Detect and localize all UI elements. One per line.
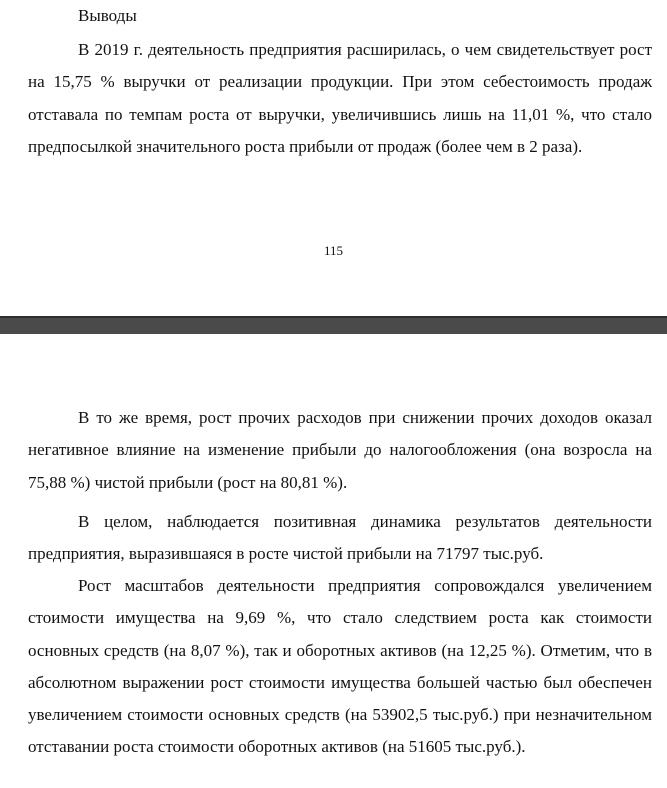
paragraph-other-expenses: В то же время, рост прочих расходов при снижении прочих доходов оказал негативное влияние на изменение прибыли до налогообложения (она возросла на 75,88 %) чистой прибыли (рост на 80,81 %).	[28, 408, 652, 492]
paragraph-assets-growth: Рост масштабов деятельности предприятия сопровождался увеличением стоимости имущества на 9,69 %, что стало следствием роста как стоимости основных средств (на 8,07 %), так и оборотных активов (на 12,25 %). Отметим, что в абсолютном выражении рост стоимости имущества большей частью был обеспечен увеличением стоимости основных средств (на 53902,5 тыс.руб.) при незначительном отставании роста стоимости оборотных активов (на 51605 тыс.руб.).	[28, 576, 652, 757]
section-heading: Выводы	[78, 6, 137, 25]
page-number: 115	[323, 243, 344, 258]
paragraph-revenue-growth: В 2019 г. деятельность предприятия расширилась, о чем свидетельствует рост на 15,75 % выручки от реализации продукции. При этом себестоимость продаж отставала по темпам роста от выручки, увеличившись лишь на 11,01 %, что стало предпосылкой значительного роста прибыли от продаж (более чем в 2 раза).	[28, 40, 652, 156]
paragraph-net-profit: В целом, наблюдается позитивная динамика результатов деятельности предприятия, выразившаяся в росте чистой прибыли на 71797 тыс.руб.	[28, 512, 652, 564]
page-separator	[0, 316, 667, 334]
document-page-top	[0, 0, 667, 316]
